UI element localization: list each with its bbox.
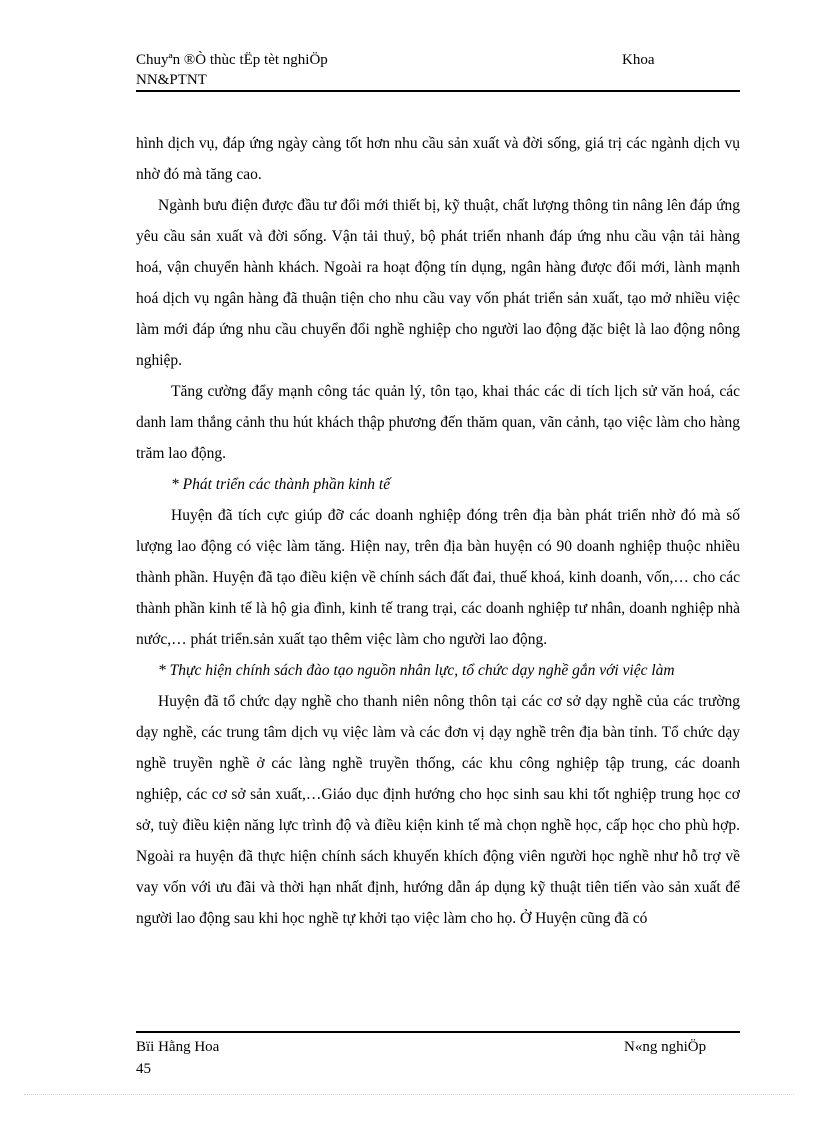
paragraph-5: Huyện đã tổ chức dạy nghề cho thanh niên nông thôn tại các cơ sở dạy nghề của các trường dạy nghề, các trung tâm dịch vụ việc làm và các đơn vị dạy nghề trên địa bàn tỉnh. Tổ chức dạy nghề truyền nghề ở các làng nghề truyền thống, các khu công nghiệp tập trung, các doanh nghiệp, các cơ sở sản xuất,…Giáo dục định hướng cho học sinh sau khi tốt nghiệp trung học cơ sở, tuỳ điều kiện năng lực trình độ và điều kiện kinh tế mà chọn nghề học, cấp học cho phù hợp. Ngoài ra huyện đã thực hiện chính sách khuyến khích động viên người học nghề như hỗ trợ về vay vốn với ưu đãi và thời hạn nhất định, hướng dẫn áp dụng kỹ thuật tiên tiến vào sản xuất để người lao động sau khi học nghề tự khởi tạo việc làm cho họ. Ở Huyện cũng đã có <box>136 693 740 927</box>
section-heading-training-policy: * Thực hiện chính sách đào tạo nguồn nhân lực, tổ chức dạy nghề gắn với việc làm <box>158 662 675 679</box>
footer-divider <box>136 1031 740 1033</box>
header-left <box>136 50 328 90</box>
header-title: Chuyªn ®Ò thùc tËp tèt nghiÖp <box>136 52 328 68</box>
header-divider <box>136 90 740 92</box>
page-bottom-edge <box>24 1094 794 1095</box>
section-heading-economic-sectors: * Phát triển các thành phần kinh tế <box>171 476 391 493</box>
paragraph-2: Ngành bưu điện được đầu tư đổi mới thiết bị, kỹ thuật, chất lượng thông tin nâng lên đáp ứng yêu cầu sản xuất và đời sống. Vận tải thuỷ, bộ phát triển nhanh đáp ứng nhu cầu vận tải hàng hoá, vận chuyển hành khách. Ngoài ra hoạt động tín dụng, ngân hàng được đổi mới, lành mạnh hoá dịch vụ ngân hàng đã thuận tiện cho nhu cầu vay vốn phát triển sản xuất, tạo mở nhiều việc làm mới đáp ứng nhu cầu chuyển đổi nghề nghiệp cho người lao động đặc biệt là lao động nông nghiệp. <box>136 197 740 369</box>
header-faculty: Khoa <box>622 52 655 68</box>
paragraph-1: hình dịch vụ, đáp ứng ngày càng tốt hơn nhu cầu sản xuất và đời sống, giá trị các ngành dịch vụ nhờ đó mà tăng cao. <box>136 135 740 183</box>
document-body <box>136 128 740 934</box>
footer-major: N«ng nghiÖp <box>624 1039 707 1055</box>
paragraph-3: Tăng cường đẩy mạnh công tác quản lý, tôn tạo, khai thác các di tích lịch sử văn hoá, các danh lam thắng cảnh thu hút khách thập phương đến thăm quan, vãn cảnh, tạo việc làm cho hàng trăm lao động. <box>136 383 740 462</box>
page-number: 45 <box>136 1061 151 1077</box>
header-department: NN&PTNT <box>136 72 207 88</box>
paragraph-4: Huyện đã tích cực giúp đỡ các doanh nghiệp đóng trên địa bàn phát triển nhờ đó mà số lượng lao động có việc làm tăng. Hiện nay, trên địa bàn huyện có 90 doanh nghiệp thuộc nhiều thành phần. Huyện đã tạo điều kiện về chính sách đất đai, thuế khoá, kinh doanh, vốn,… cho các thành phần kinh tế là hộ gia đình, kinh tế trang trại, các doanh nghiệp tư nhân, doanh nghiệp nhà nước,… phát triển.sản xuất tạo thêm việc làm cho người lao động. <box>136 507 740 648</box>
footer-author: Bïi Hằng Hoa <box>136 1039 220 1055</box>
footer-left <box>136 1036 219 1080</box>
